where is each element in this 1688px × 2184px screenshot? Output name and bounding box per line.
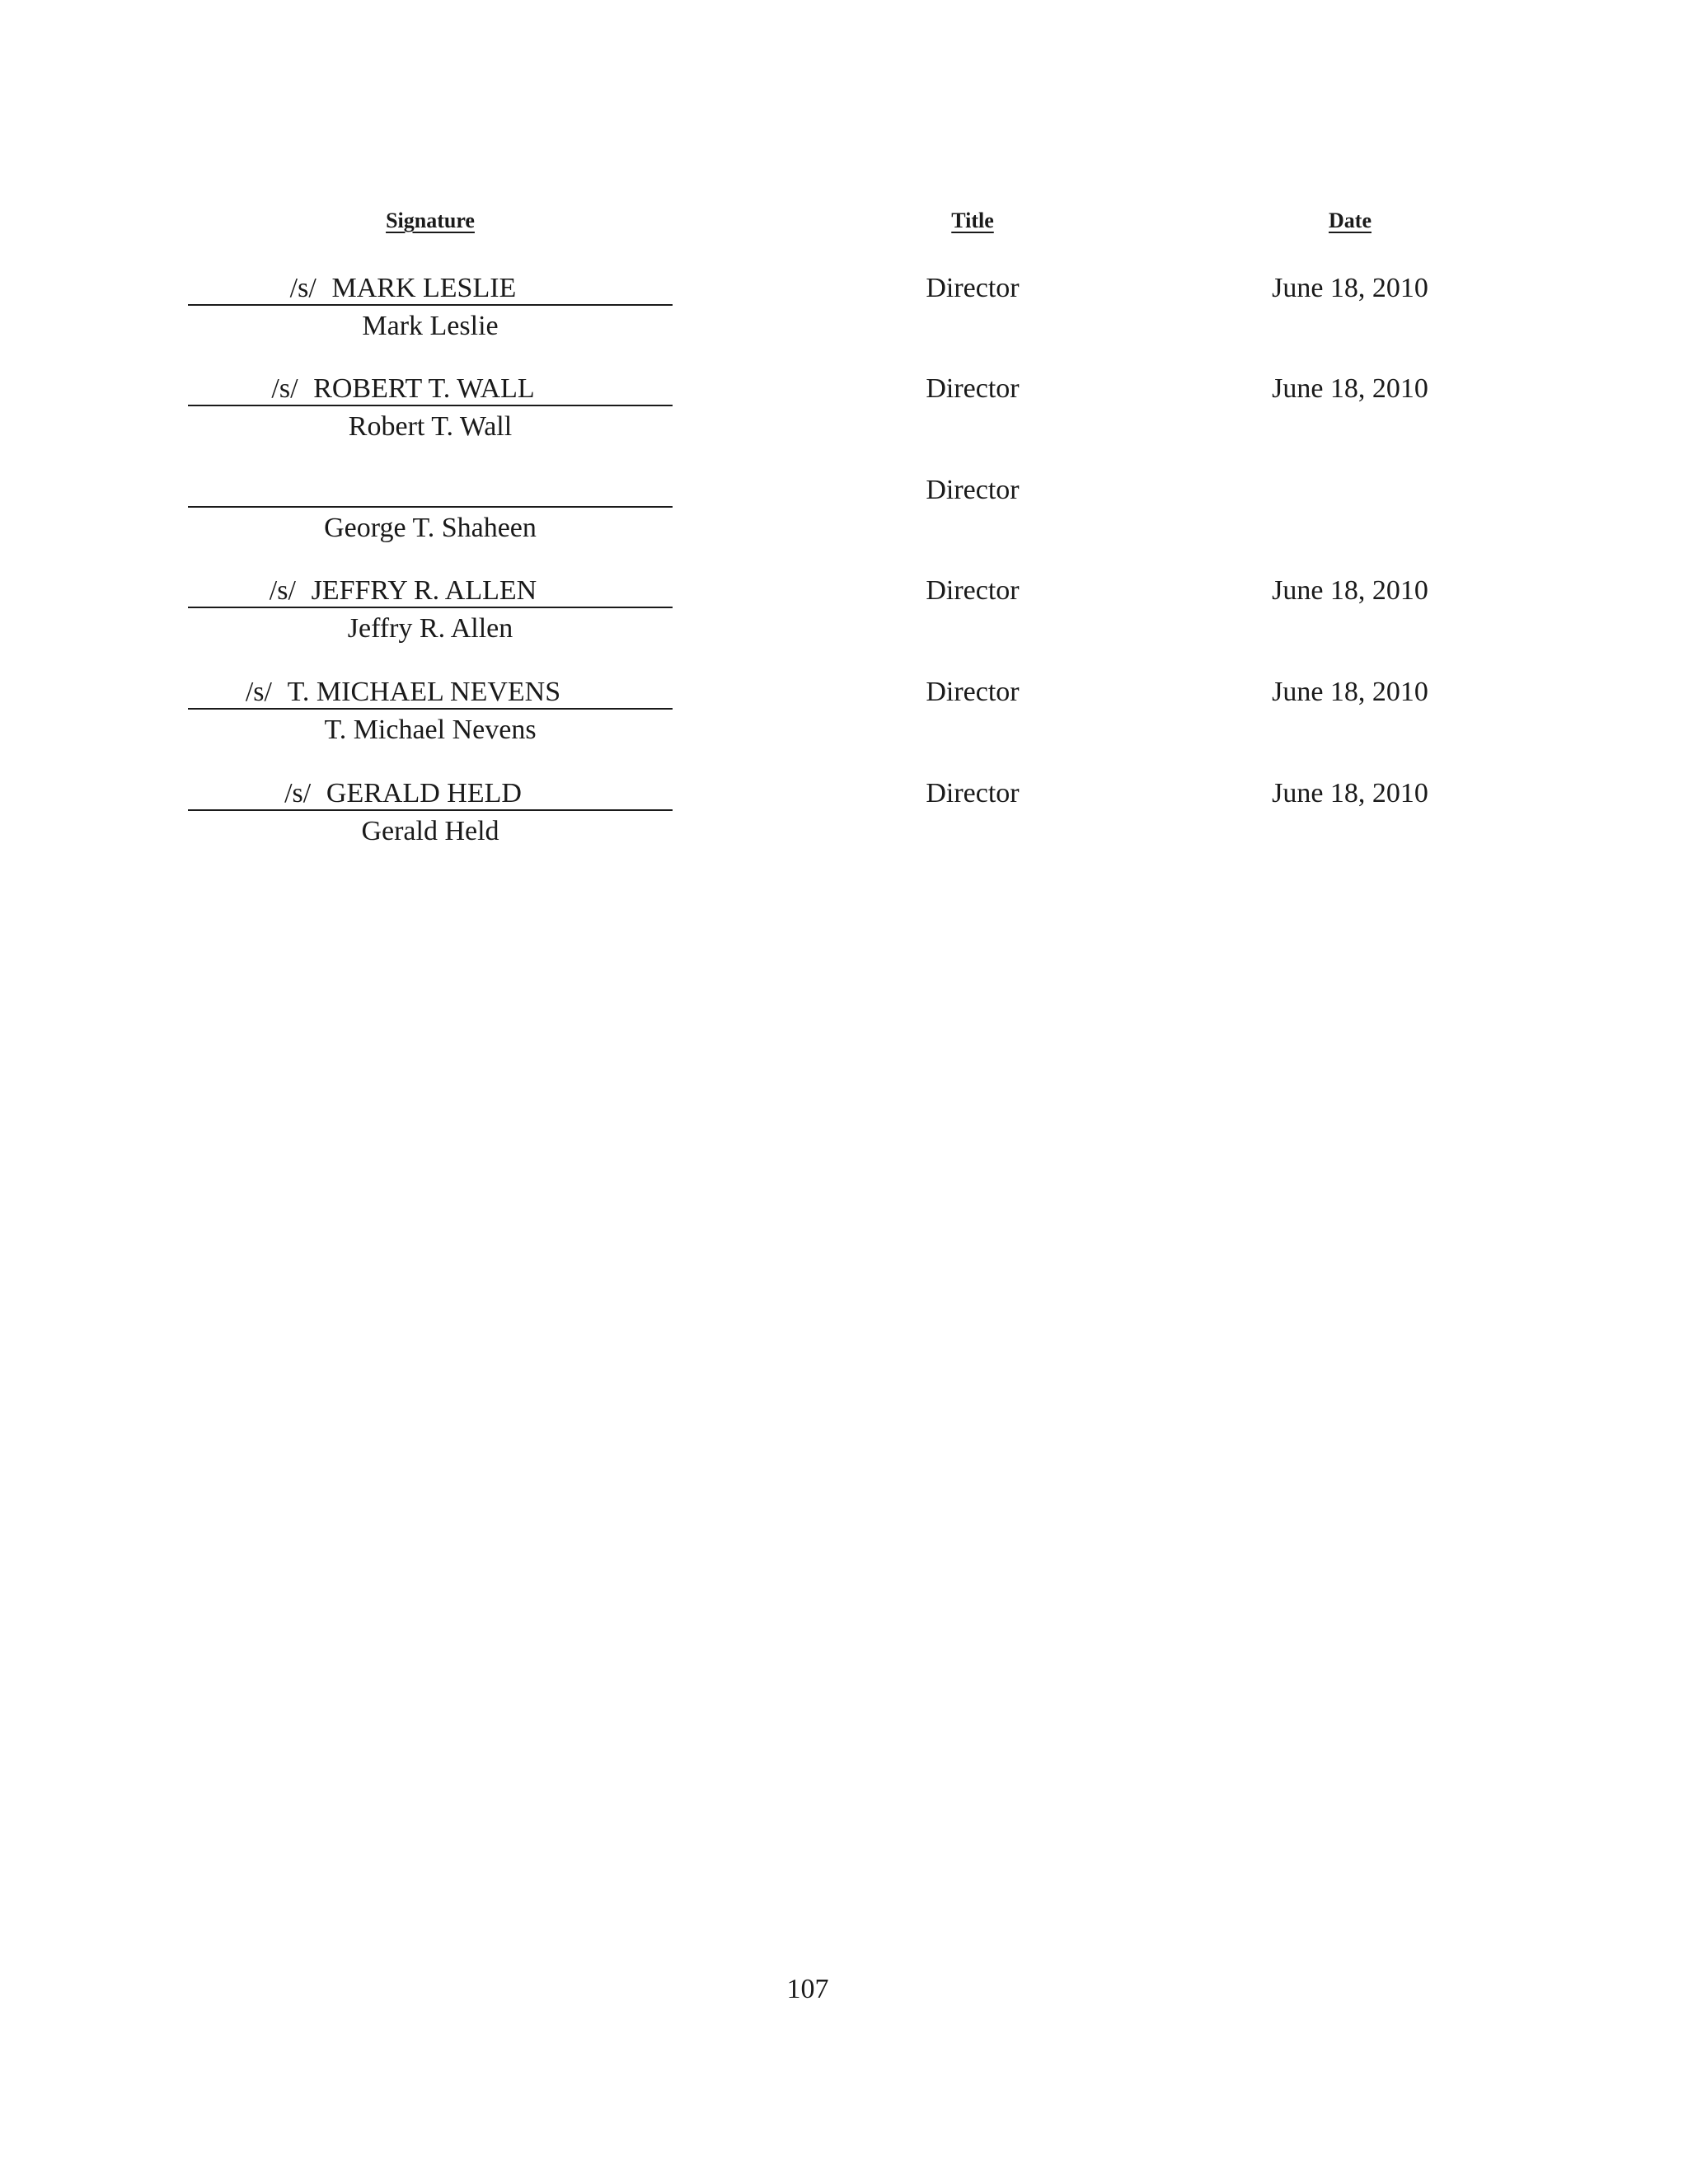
header-date: Date: [1329, 209, 1372, 232]
title-cell: Director: [926, 475, 1020, 505]
signed-name: [271, 373, 534, 405]
signed-prefix: /s/: [269, 575, 296, 606]
header-title: Title: [951, 209, 994, 232]
signature-row-george-shaheen: [0, 475, 1688, 557]
signed-prefix: /s/: [271, 373, 298, 404]
date-cell: June 18, 2010: [1272, 778, 1428, 808]
signed-prefix: /s/: [289, 273, 316, 303]
printed-name: Jeffry R. Allen: [347, 613, 513, 644]
signed-name-text: T. MICHAEL NEVENS: [287, 677, 561, 707]
title-cell: Director: [926, 373, 1020, 404]
title-cell: Director: [926, 575, 1020, 606]
signed-name: [290, 273, 517, 304]
date-cell: June 18, 2010: [1272, 575, 1428, 606]
title-cell: Director: [926, 677, 1020, 707]
signed-name-text: JEFFRY R. ALLEN: [311, 575, 537, 606]
signature-row-robert-wall: [0, 373, 1688, 456]
printed-name: Mark Leslie: [362, 311, 499, 341]
signature-row-jeffry-allen: [0, 575, 1688, 658]
signed-prefix: /s/: [245, 677, 272, 707]
signed-prefix: /s/: [284, 778, 312, 808]
printed-name: Robert T. Wall: [348, 411, 513, 442]
printed-name: Gerald Held: [361, 816, 499, 846]
signature-row-gerald-held: [0, 778, 1688, 860]
title-cell: Director: [926, 273, 1020, 303]
signature-line: [188, 475, 673, 508]
signature-row-michael-nevens: [0, 677, 1688, 759]
printed-name: T. Michael Nevens: [324, 715, 537, 745]
signature-row-mark-leslie: [0, 273, 1688, 355]
date-cell: June 18, 2010: [1272, 273, 1428, 303]
date-cell: June 18, 2010: [1272, 373, 1428, 404]
signed-name: [246, 677, 560, 708]
signed-name: [270, 575, 537, 607]
printed-name: George T. Shaheen: [324, 513, 537, 543]
signed-name-text: ROBERT T. WALL: [313, 373, 535, 404]
signed-name-text: MARK LESLIE: [331, 273, 517, 303]
header-signature: Signature: [386, 209, 475, 232]
title-cell: Director: [926, 778, 1020, 808]
signed-name: [284, 778, 522, 809]
signed-name-text: GERALD HELD: [326, 778, 522, 808]
date-cell: June 18, 2010: [1272, 677, 1428, 707]
page-number: 107: [786, 1974, 829, 2004]
